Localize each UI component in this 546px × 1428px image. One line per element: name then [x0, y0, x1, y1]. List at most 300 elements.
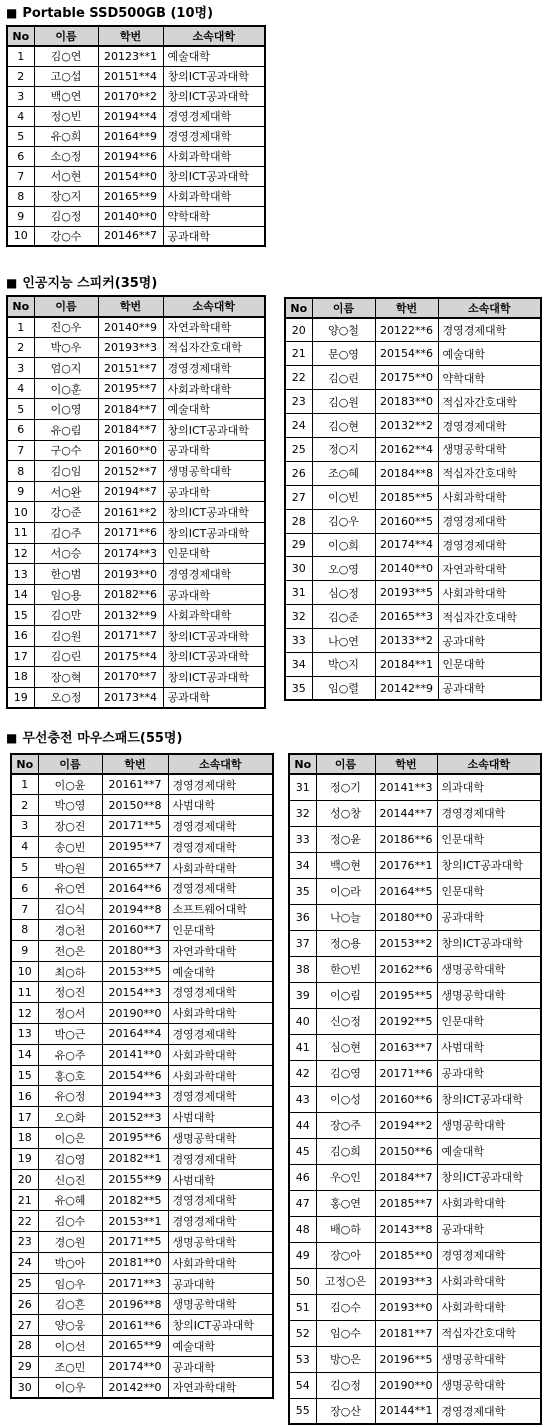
- college: 생명공학대학: [168, 1232, 273, 1253]
- winner-name: 최○하: [38, 961, 102, 982]
- student-id: 20194**8: [102, 899, 168, 920]
- college: 경영경제대학: [163, 126, 265, 146]
- header-name: 이름: [316, 754, 375, 774]
- winner-name: 송○빈: [38, 836, 102, 857]
- college: 예술대학: [438, 342, 541, 366]
- college: 적십자간호대학: [438, 390, 541, 414]
- winner-name: 유○주: [38, 1044, 102, 1065]
- row-number: 23: [11, 1232, 38, 1253]
- table-row: [285, 676, 541, 700]
- row-number: 4: [7, 378, 34, 399]
- college: 사회과학대학: [163, 378, 265, 399]
- student-id: 20184**7: [98, 420, 163, 441]
- college: 생명공학대학: [437, 982, 541, 1008]
- header-name: 이름: [34, 26, 98, 46]
- college: 창의ICT공과대학: [163, 523, 265, 544]
- student-id: 20164**9: [98, 126, 163, 146]
- college: 약학대학: [438, 366, 541, 390]
- table-row: [289, 930, 541, 956]
- student-id: 20142**0: [102, 1377, 168, 1398]
- table-row: [7, 461, 265, 482]
- winner-name: 나○늘: [316, 904, 375, 930]
- table-row: [11, 1315, 273, 1336]
- row-number: 19: [11, 1148, 38, 1169]
- winner-name: 조○혜: [312, 461, 375, 485]
- table-row: [7, 564, 265, 585]
- student-id: 20123**1: [98, 46, 163, 66]
- student-id: 20185**5: [375, 485, 438, 509]
- college: 경영경제대학: [168, 1086, 273, 1107]
- table-row: [11, 857, 273, 878]
- student-id: 20153**5: [102, 961, 168, 982]
- row-number: 5: [7, 126, 34, 146]
- table-row: [289, 1242, 541, 1268]
- student-id: 20182**5: [102, 1190, 168, 1211]
- student-id: 20165**9: [102, 1336, 168, 1357]
- header-no: No: [285, 298, 312, 318]
- table-row: [11, 878, 273, 899]
- college: 예술대학: [163, 399, 265, 420]
- student-id: 20194**3: [102, 1086, 168, 1107]
- winner-name: 구○수: [34, 440, 98, 461]
- college: 생명공학대학: [168, 1294, 273, 1315]
- row-number: 55: [289, 1398, 316, 1424]
- winner-name: 정○지: [312, 437, 375, 461]
- college: 약학대학: [163, 206, 265, 226]
- header-student-id: 학번: [98, 296, 163, 317]
- winner-name: 이○영: [34, 399, 98, 420]
- student-id: 20182**1: [102, 1148, 168, 1169]
- table-row: [7, 46, 265, 66]
- college: 창의ICT공과대학: [163, 626, 265, 647]
- table-row: [289, 1138, 541, 1164]
- winner-name: 백○현: [316, 852, 375, 878]
- row-number: 54: [289, 1372, 316, 1398]
- table-row: [11, 1336, 273, 1357]
- table-row: [11, 1377, 273, 1398]
- table-row: [285, 533, 541, 557]
- row-number: 4: [11, 836, 38, 857]
- student-id: 20161**2: [98, 502, 163, 523]
- table-row: [11, 1003, 273, 1024]
- square-bullet-icon: ■: [6, 276, 18, 290]
- student-id: 20193**0: [98, 564, 163, 585]
- row-number: 6: [11, 878, 38, 899]
- winner-name: 나○연: [312, 629, 375, 653]
- student-id: 20174**4: [375, 533, 438, 557]
- row-number: 14: [11, 1044, 38, 1065]
- student-id: 20122**6: [375, 318, 438, 342]
- row-number: 50: [289, 1268, 316, 1294]
- winner-name: 장○아: [316, 1242, 375, 1268]
- table-row: [289, 1320, 541, 1346]
- winner-name: 박○원: [38, 857, 102, 878]
- header-name: 이름: [38, 754, 102, 774]
- table-row: [11, 899, 273, 920]
- section-title-text: 무선충전 마우스패드(55명): [22, 731, 183, 746]
- table-row: [7, 358, 265, 379]
- winner-name: 유○희: [34, 126, 98, 146]
- winner-name: 경○천: [38, 920, 102, 941]
- winner-name: 김○흔: [38, 1294, 102, 1315]
- winner-name: 김○임: [34, 461, 98, 482]
- winner-name: 임○용: [34, 584, 98, 605]
- student-id: 20180**0: [375, 904, 437, 930]
- winner-name: 박○우: [34, 337, 98, 358]
- table-body: [285, 318, 541, 700]
- student-id: 20174**0: [102, 1356, 168, 1377]
- row-number: 36: [289, 904, 316, 930]
- winner-name: 서○승: [34, 543, 98, 564]
- row-number: 47: [289, 1190, 316, 1216]
- winner-name: 이○윤: [38, 774, 102, 795]
- student-id: 20180**3: [102, 940, 168, 961]
- winners-table-ai-speaker-right: [284, 297, 542, 701]
- winner-name: 서○현: [34, 166, 98, 186]
- table-row: [11, 920, 273, 941]
- college: 경영경제대학: [168, 836, 273, 857]
- college: 인문대학: [168, 920, 273, 941]
- section-title-text: Portable SSD500GB (10명): [22, 6, 214, 21]
- table-row: [11, 1356, 273, 1377]
- college: 사회과학대학: [437, 1268, 541, 1294]
- row-number: 6: [7, 146, 34, 166]
- college: 예술대학: [437, 1138, 541, 1164]
- table-row: [11, 961, 273, 982]
- table-row: [289, 1190, 541, 1216]
- header-name: 이름: [34, 296, 98, 317]
- student-id: 20132**2: [375, 414, 438, 438]
- student-id: 20185**0: [375, 1242, 437, 1268]
- table-row: [11, 1252, 273, 1273]
- table-row: [7, 687, 265, 708]
- winner-name: 장○주: [316, 1112, 375, 1138]
- row-number: 9: [7, 206, 34, 226]
- student-id: 20140**9: [98, 317, 163, 338]
- winner-name: 진○우: [34, 317, 98, 338]
- college: 사회과학대학: [168, 1003, 273, 1024]
- student-id: 20181**0: [102, 1252, 168, 1273]
- student-id: 20150**8: [102, 795, 168, 816]
- table-row: [11, 1211, 273, 1232]
- college: 사회과학대학: [168, 857, 273, 878]
- student-id: 20185**7: [375, 1190, 437, 1216]
- student-id: 20160**5: [375, 509, 438, 533]
- college: 사범대학: [168, 1107, 273, 1128]
- table-row: [11, 795, 273, 816]
- table-row: [289, 852, 541, 878]
- college: 경영경제대학: [438, 414, 541, 438]
- college: 사범대학: [437, 1034, 541, 1060]
- winner-name: 이○훈: [34, 378, 98, 399]
- college: 인문대학: [163, 543, 265, 564]
- college: 자연과학대학: [168, 940, 273, 961]
- winner-name: 김○식: [38, 899, 102, 920]
- header-student-id: 학번: [98, 26, 163, 46]
- winner-name: 고정○은: [316, 1268, 375, 1294]
- row-number: 3: [11, 816, 38, 837]
- table-row: [11, 1190, 273, 1211]
- winner-name: 심○현: [316, 1034, 375, 1060]
- table-row: [7, 481, 265, 502]
- row-number: 5: [11, 857, 38, 878]
- row-number: 3: [7, 86, 34, 106]
- header-name: 이름: [312, 298, 375, 318]
- row-number: 34: [285, 652, 312, 676]
- row-number: 15: [11, 1065, 38, 1086]
- student-id: 20186**6: [375, 826, 437, 852]
- winner-name: 임○우: [38, 1273, 102, 1294]
- college: 사회과학대학: [437, 1190, 541, 1216]
- college: 사회과학대학: [163, 605, 265, 626]
- table-row: [11, 982, 273, 1003]
- winner-name: 김○원: [312, 390, 375, 414]
- table-row: [11, 1107, 273, 1128]
- winner-name: 이○우: [38, 1377, 102, 1398]
- table-row: [285, 437, 541, 461]
- table-row: [289, 774, 541, 800]
- winner-name: 백○연: [34, 86, 98, 106]
- winner-name: 배○하: [316, 1216, 375, 1242]
- header-student-id: 학번: [375, 754, 437, 774]
- student-id: 20195**7: [98, 378, 163, 399]
- student-id: 20175**4: [98, 646, 163, 667]
- student-id: 20153**1: [102, 1211, 168, 1232]
- table-row: [285, 509, 541, 533]
- row-number: 32: [285, 605, 312, 629]
- table-header-row: [11, 754, 273, 774]
- table-row: [7, 206, 265, 226]
- table-row: [289, 1216, 541, 1242]
- college: 사회과학대학: [438, 581, 541, 605]
- student-id: 20155**9: [102, 1169, 168, 1190]
- winner-name: 김○현: [312, 414, 375, 438]
- student-id: 20174**3: [98, 543, 163, 564]
- row-number: 52: [289, 1320, 316, 1346]
- student-id: 20184**7: [98, 399, 163, 420]
- row-number: 40: [289, 1008, 316, 1034]
- student-id: 20165**3: [375, 605, 438, 629]
- row-number: 15: [7, 605, 34, 626]
- table-row: [7, 399, 265, 420]
- student-id: 20195**7: [102, 836, 168, 857]
- table-row: [289, 1372, 541, 1398]
- table-row: [11, 1128, 273, 1149]
- student-id: 20140**0: [375, 557, 438, 581]
- row-number: 17: [11, 1107, 38, 1128]
- row-number: 1: [7, 46, 34, 66]
- winner-name: 정○진: [38, 982, 102, 1003]
- row-number: 13: [11, 1024, 38, 1045]
- winner-name: 방○은: [316, 1346, 375, 1372]
- row-number: 37: [289, 930, 316, 956]
- college: 경영경제대학: [438, 318, 541, 342]
- student-id: 20165**7: [102, 857, 168, 878]
- student-id: 20164**6: [102, 878, 168, 899]
- row-number: 29: [11, 1356, 38, 1377]
- table-row: [7, 543, 265, 564]
- row-number: 31: [285, 581, 312, 605]
- row-number: 53: [289, 1346, 316, 1372]
- winner-name: 장○산: [316, 1398, 375, 1424]
- winner-name: 김○영: [316, 1060, 375, 1086]
- winner-name: 김○린: [34, 646, 98, 667]
- student-id: 20143**8: [375, 1216, 437, 1242]
- college: 소프트웨어대학: [168, 899, 273, 920]
- row-number: 20: [11, 1169, 38, 1190]
- college: 경영경제대학: [437, 800, 541, 826]
- student-id: 20141**3: [375, 774, 437, 800]
- college: 창의ICT공과대학: [163, 667, 265, 688]
- table-row: [11, 1024, 273, 1045]
- college: 창의ICT공과대학: [437, 852, 541, 878]
- winner-name: 이○선: [38, 1336, 102, 1357]
- student-id: 20146**7: [98, 226, 163, 246]
- college: 창의ICT공과대학: [163, 502, 265, 523]
- college: 경영경제대학: [168, 1211, 273, 1232]
- winner-name: 박○영: [38, 795, 102, 816]
- table-row: [7, 502, 265, 523]
- row-number: 28: [11, 1336, 38, 1357]
- student-id: 20152**3: [102, 1107, 168, 1128]
- winner-name: 신○정: [316, 1008, 375, 1034]
- college: 사회과학대학: [163, 186, 265, 206]
- winner-name: 오○정: [34, 687, 98, 708]
- row-number: 24: [11, 1252, 38, 1273]
- row-number: 45: [289, 1138, 316, 1164]
- winner-name: 박○지: [312, 652, 375, 676]
- header-college: 소속대학: [163, 26, 265, 46]
- college: 창의ICT공과대학: [437, 930, 541, 956]
- student-id: 20176**1: [375, 852, 437, 878]
- row-number: 2: [11, 795, 38, 816]
- student-id: 20194**4: [98, 106, 163, 126]
- table-row: [285, 605, 541, 629]
- winner-name: 심○정: [312, 581, 375, 605]
- table-row: [7, 226, 265, 246]
- student-id: 20193**0: [375, 1294, 437, 1320]
- row-number: 46: [289, 1164, 316, 1190]
- winner-name: 김○만: [34, 605, 98, 626]
- row-number: 1: [11, 774, 38, 795]
- student-id: 20150**6: [375, 1138, 437, 1164]
- student-id: 20161**7: [102, 774, 168, 795]
- student-id: 20190**0: [375, 1372, 437, 1398]
- row-number: 20: [285, 318, 312, 342]
- table-row: [289, 878, 541, 904]
- winners-table-mousepad-left: [10, 753, 274, 1399]
- header-no: No: [289, 754, 316, 774]
- college: 적십자간호대학: [438, 605, 541, 629]
- winner-name: 소○정: [34, 146, 98, 166]
- student-id: 20181**7: [375, 1320, 437, 1346]
- winner-name: 신○진: [38, 1169, 102, 1190]
- student-id: 20154**0: [98, 166, 163, 186]
- table-row: [285, 485, 541, 509]
- student-id: 20194**2: [375, 1112, 437, 1138]
- winner-name: 조○민: [38, 1356, 102, 1377]
- college: 예술대학: [168, 1336, 273, 1357]
- row-number: 22: [285, 366, 312, 390]
- college: 경영경제대학: [438, 509, 541, 533]
- student-id: 20144**1: [375, 1398, 437, 1424]
- college: 예술대학: [163, 46, 265, 66]
- table-row: [289, 1164, 541, 1190]
- row-number: 9: [11, 940, 38, 961]
- winner-name: 유○연: [38, 878, 102, 899]
- row-number: 38: [289, 956, 316, 982]
- college: 창의ICT공과대학: [437, 1164, 541, 1190]
- college: 공과대학: [163, 584, 265, 605]
- table-row: [11, 1086, 273, 1107]
- table-row: [11, 836, 273, 857]
- student-id: 20170**2: [98, 86, 163, 106]
- row-number: 35: [289, 878, 316, 904]
- row-number: 9: [7, 481, 34, 502]
- college: 경영경제대학: [168, 878, 273, 899]
- winner-name: 김○연: [34, 46, 98, 66]
- table-row: [7, 378, 265, 399]
- student-id: 20142**9: [375, 676, 438, 700]
- row-number: 39: [289, 982, 316, 1008]
- winner-name: 유○림: [34, 420, 98, 441]
- table-row: [7, 584, 265, 605]
- student-id: 20133**2: [375, 629, 438, 653]
- college: 생명공학대학: [437, 1372, 541, 1398]
- row-number: 24: [285, 414, 312, 438]
- student-id: 20171**5: [102, 1232, 168, 1253]
- header-college: 소속대학: [437, 754, 541, 774]
- student-id: 20195**6: [102, 1128, 168, 1149]
- student-id: 20164**4: [102, 1024, 168, 1045]
- college: 경영경제대학: [437, 1398, 541, 1424]
- winner-name: 유○정: [38, 1086, 102, 1107]
- row-number: 25: [285, 437, 312, 461]
- table-row: [11, 1065, 273, 1086]
- student-id: 20163**7: [375, 1034, 437, 1060]
- row-number: 19: [7, 687, 34, 708]
- winner-name: 경○원: [38, 1232, 102, 1253]
- winner-name: 정○서: [38, 1003, 102, 1024]
- row-number: 42: [289, 1060, 316, 1086]
- table-row: [289, 904, 541, 930]
- winner-name: 장○지: [34, 186, 98, 206]
- student-id: 20184**8: [375, 461, 438, 485]
- row-number: 5: [7, 399, 34, 420]
- table-row: [7, 646, 265, 667]
- student-id: 20193**5: [375, 581, 438, 605]
- table-row: [7, 440, 265, 461]
- winner-name: 우○인: [316, 1164, 375, 1190]
- section-title-ssd: [6, 2, 213, 21]
- college: 예술대학: [168, 961, 273, 982]
- student-id: 20154**6: [102, 1065, 168, 1086]
- college: 생명공학대학: [438, 437, 541, 461]
- row-number: 8: [7, 461, 34, 482]
- winner-name: 정○기: [316, 774, 375, 800]
- student-id: 20153**2: [375, 930, 437, 956]
- winner-name: 김○우: [312, 509, 375, 533]
- table-row: [7, 126, 265, 146]
- student-id: 20151**4: [98, 66, 163, 86]
- table-row: [289, 800, 541, 826]
- college: 경영경제대학: [163, 564, 265, 585]
- student-id: 20160**6: [375, 1086, 437, 1112]
- row-number: 26: [285, 461, 312, 485]
- student-id: 20171**6: [375, 1060, 437, 1086]
- table-row: [7, 186, 265, 206]
- header-no: No: [11, 754, 38, 774]
